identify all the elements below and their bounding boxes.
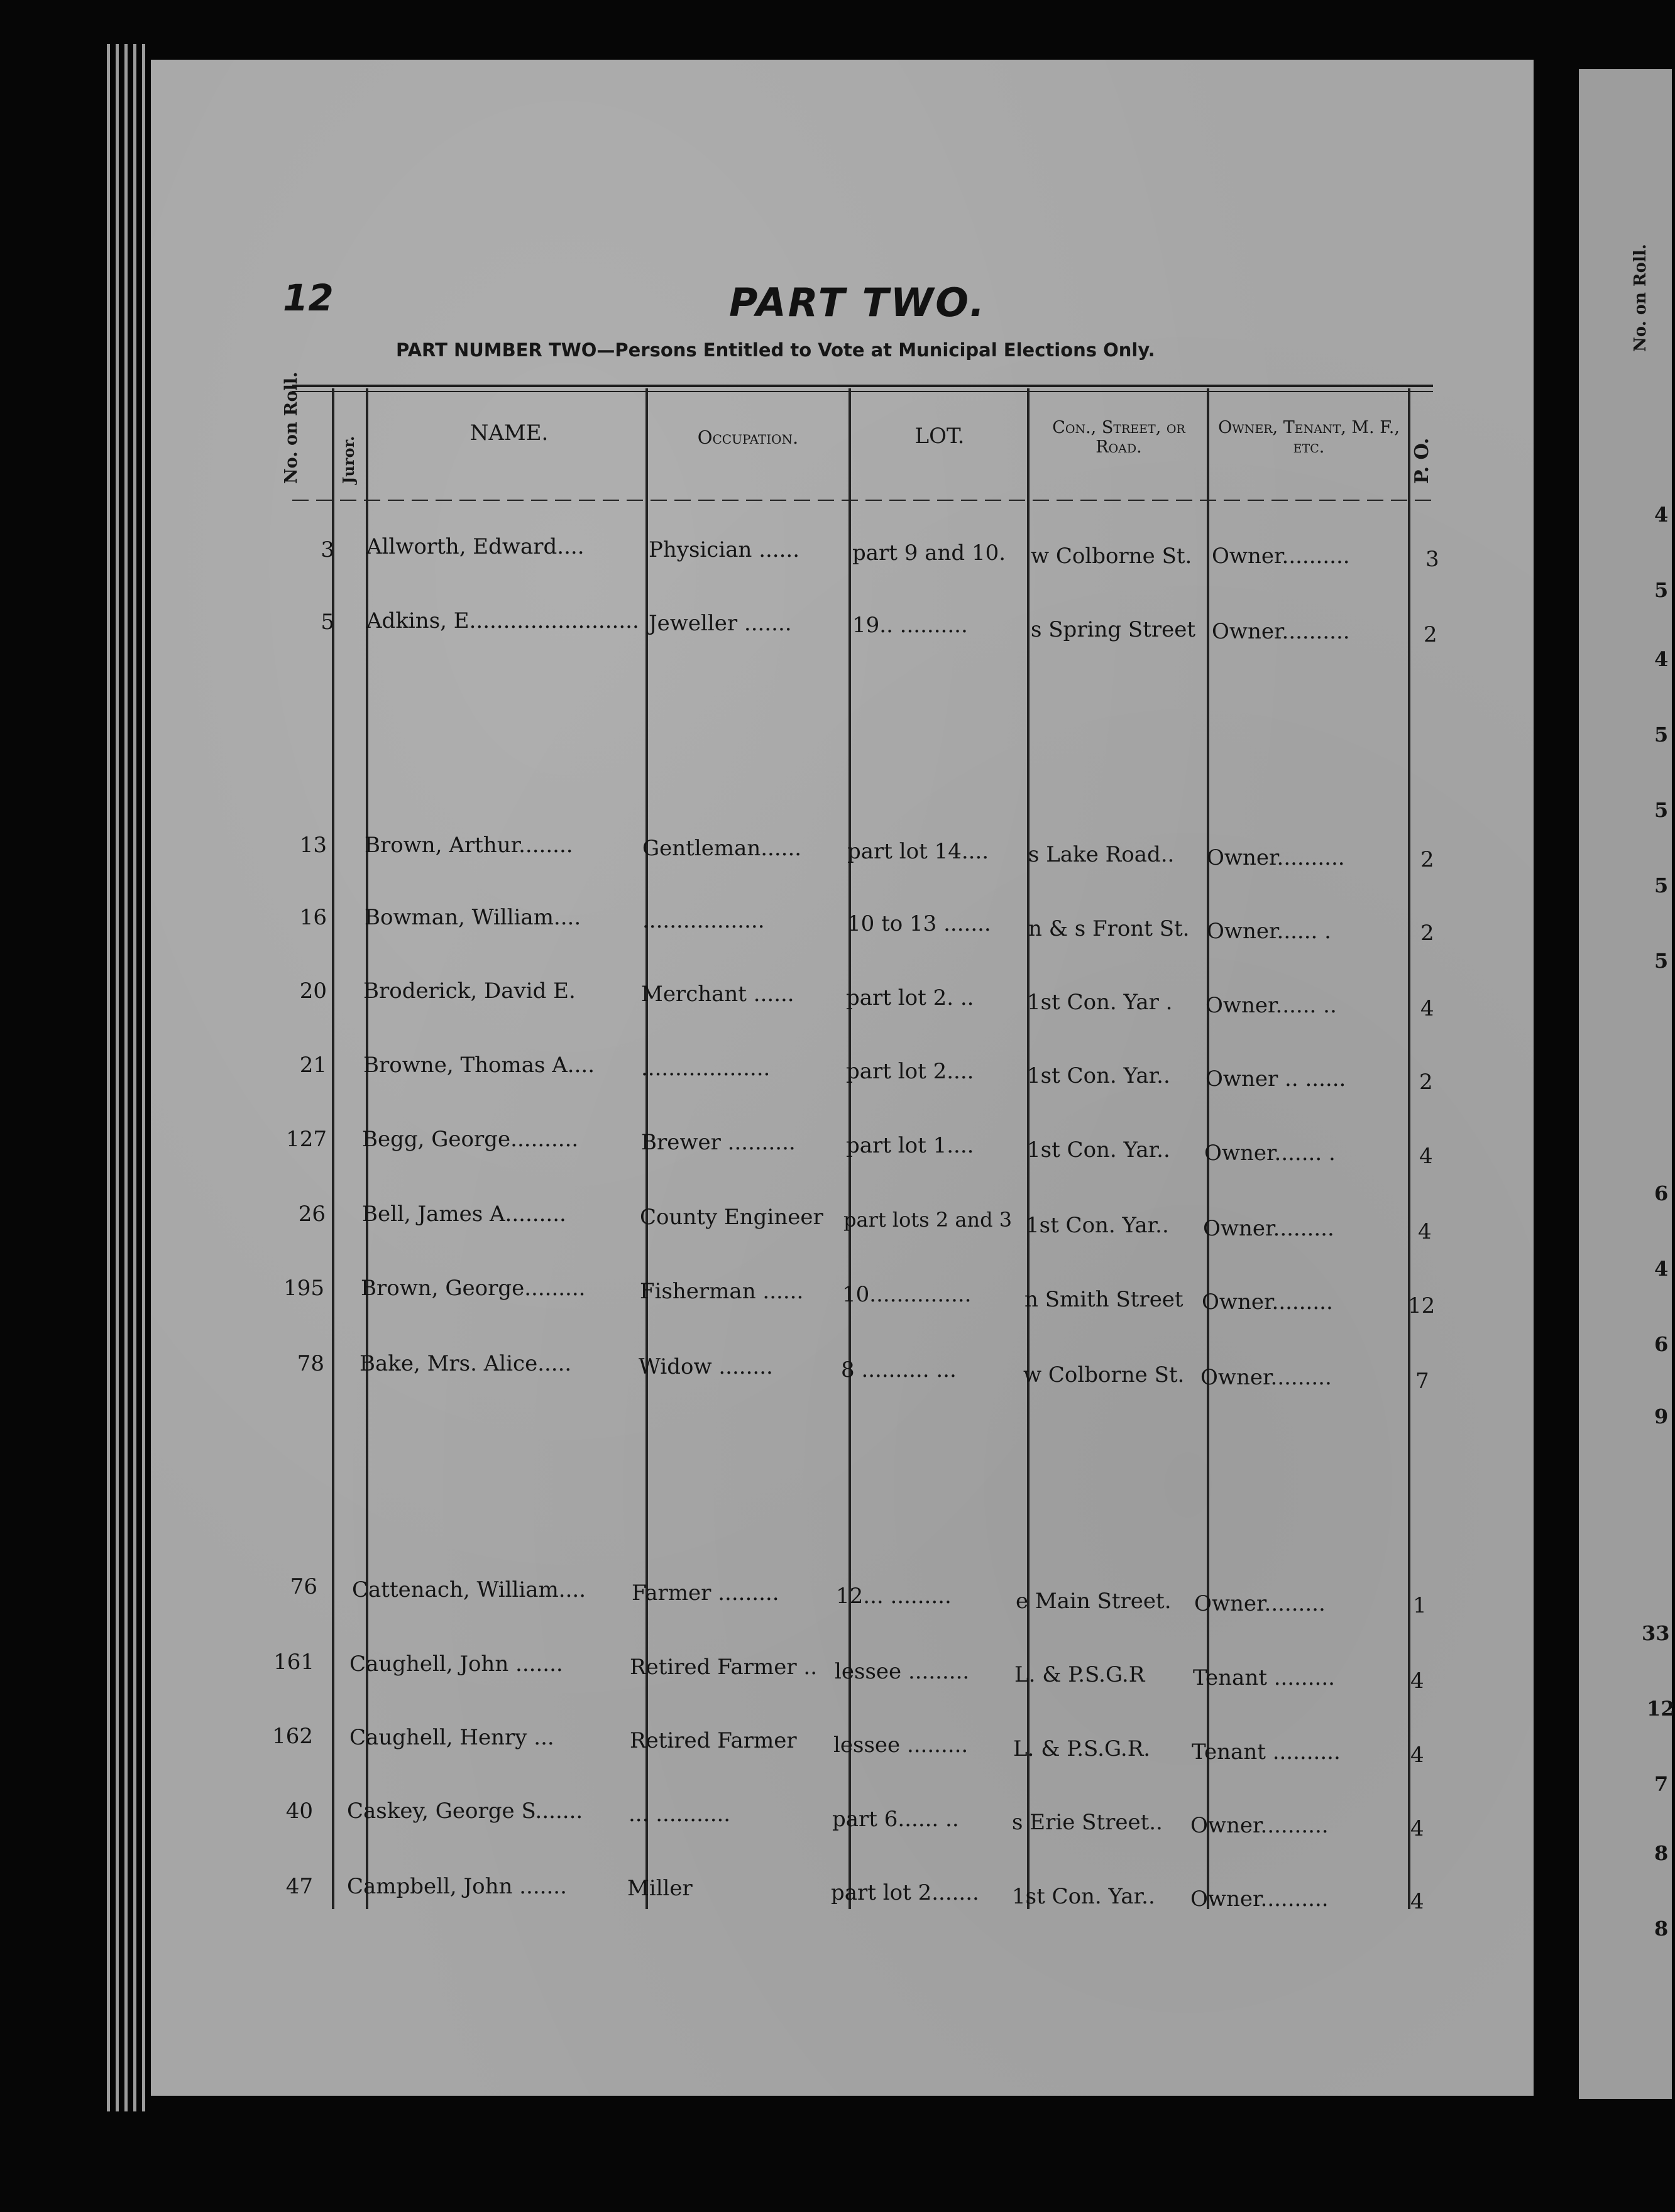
post-office: 4: [1418, 1219, 1432, 1244]
occupation: Retired Farmer ..: [630, 1655, 818, 1680]
post-office: 1: [1413, 1593, 1427, 1618]
roll-number: 40: [285, 1799, 313, 1824]
lot: part 9 and 10.: [852, 540, 1006, 566]
voter-name: Broderick, David E.: [363, 978, 576, 1004]
right-column-header: No. on Roll.: [1631, 244, 1650, 352]
voter-name: Campbell, John .......: [347, 1874, 567, 1899]
roll-number: 16: [299, 905, 327, 930]
owner-tenant: Owner..........: [1212, 619, 1350, 644]
lot: part lot 2....: [846, 1059, 974, 1084]
voter-name: Bake, Mrs. Alice.....: [360, 1351, 572, 1376]
owner-tenant: Owner.........: [1200, 1365, 1332, 1390]
post-office: 4: [1419, 1144, 1433, 1169]
right-roll-number: 6: [1654, 1332, 1669, 1356]
owner-tenant: Owner...... .: [1207, 919, 1331, 944]
right-roll-number: 5: [1654, 578, 1669, 602]
right-roll-number: 5: [1654, 949, 1669, 973]
header-top-rule: [292, 385, 1433, 387]
voter-name: Caughell, Henry ...: [349, 1725, 554, 1750]
header-post-office: P. O.: [1411, 437, 1433, 484]
owner-tenant: Owner...... ..: [1205, 993, 1337, 1018]
roll-number: 195: [283, 1276, 324, 1301]
con-street: L. & P.S.G.R.: [1013, 1736, 1151, 1761]
right-roll-number: 33: [1642, 1621, 1670, 1645]
con-street: n Smith Street: [1024, 1287, 1183, 1312]
owner-tenant: Tenant .........: [1193, 1665, 1335, 1690]
post-office: 4: [1410, 1889, 1424, 1914]
right-roll-number: 5: [1654, 798, 1669, 822]
right-roll-number: 6: [1654, 1181, 1669, 1205]
voter-name: Bowman, William....: [365, 905, 581, 930]
lot: 10...............: [842, 1282, 972, 1307]
post-office: 2: [1420, 847, 1434, 872]
owner-tenant: Owner.........: [1202, 1289, 1333, 1315]
owner-tenant: Owner..........: [1212, 544, 1350, 569]
right-roll-number: 5: [1654, 873, 1669, 897]
page-number: 12: [283, 276, 334, 319]
con-street: w Colborne St.: [1023, 1362, 1185, 1388]
lot: 8 .......... ...: [841, 1357, 957, 1382]
occupation: Miller: [627, 1876, 693, 1901]
occupation: Jeweller .......: [649, 611, 792, 636]
header-bottom-rule: [292, 500, 1433, 501]
post-office: 4: [1420, 996, 1434, 1021]
lot: 19.. ..........: [852, 613, 968, 638]
facing-page: [1579, 69, 1675, 2099]
header-lot: LOT.: [914, 424, 965, 449]
roll-number: 3: [321, 537, 334, 562]
con-street: 1st Con. Yar..: [1027, 1137, 1170, 1163]
page-subtitle: PART NUMBER TWO—Persons Entitled to Vote at Municipal Elections Only.: [396, 339, 1155, 361]
owner-tenant: Owner....... .: [1204, 1141, 1336, 1166]
con-street: 1st Con. Yar..: [1027, 1063, 1170, 1088]
post-office: 4: [1410, 1743, 1424, 1768]
page-title: PART TWO.: [729, 280, 987, 326]
right-roll-number: 5: [1654, 723, 1669, 747]
voter-name: Brown, Arthur........: [365, 833, 573, 858]
con-street: e Main Street.: [1016, 1589, 1172, 1614]
right-roll-number: 4: [1654, 1257, 1669, 1281]
roll-number: 13: [299, 833, 327, 858]
occupation: Fisherman ......: [640, 1279, 804, 1304]
header-name: NAME.: [470, 420, 549, 446]
header-roll-number: No. on Roll.: [282, 371, 301, 484]
lot: lessee .........: [833, 1733, 969, 1758]
voter-name: Cattenach, William....: [352, 1577, 586, 1602]
voter-name: Brown, George.........: [361, 1276, 586, 1301]
header-owner-tenant: Owner, Tenant, M. F., etc.: [1218, 418, 1400, 457]
owner-tenant: Tenant ..........: [1192, 1739, 1341, 1765]
con-street: w Colborne St.: [1031, 544, 1192, 569]
occupation: Farmer .........: [632, 1580, 779, 1606]
page-stack-edges: [107, 44, 157, 2111]
lot: part lot 14....: [847, 839, 989, 864]
occupation: Brewer ..........: [641, 1130, 796, 1155]
right-roll-number: 9: [1654, 1404, 1669, 1428]
occupation: Widow ........: [639, 1354, 773, 1379]
occupation: ... ...........: [629, 1802, 731, 1827]
post-office: 4: [1410, 1816, 1424, 1841]
roll-number: 21: [299, 1053, 327, 1078]
con-street: s Spring Street: [1031, 617, 1196, 642]
con-street: n & s Front St.: [1028, 916, 1190, 941]
occupation: ..................: [642, 908, 765, 933]
post-office: 12: [1408, 1293, 1436, 1318]
voter-name: Caskey, George S.......: [347, 1799, 583, 1824]
owner-tenant: Owner..........: [1190, 1813, 1329, 1838]
occupation: County Engineer: [640, 1205, 823, 1230]
lot: 10 to 13 .......: [847, 911, 991, 936]
post-office: 2: [1424, 622, 1437, 647]
right-roll-number: 7: [1654, 1772, 1669, 1796]
right-roll-number: 8: [1654, 1841, 1669, 1865]
roll-number: 76: [290, 1574, 317, 1599]
occupation: Retired Farmer: [630, 1728, 797, 1753]
lot: part lots 2 and 3: [843, 1208, 1013, 1232]
right-roll-number: 4: [1654, 647, 1669, 671]
roll-number: 78: [297, 1351, 324, 1376]
header-occupation: Occupation.: [697, 427, 799, 448]
con-street: 1st Con. Yar .: [1027, 990, 1173, 1015]
voter-name: Bell, James A.........: [362, 1202, 566, 1227]
roll-number: 161: [273, 1650, 314, 1675]
occupation: Gentleman......: [642, 836, 802, 861]
post-office: 2: [1420, 921, 1434, 946]
header-top-rule-thin: [292, 391, 1433, 392]
con-street: 1st Con. Yar..: [1026, 1213, 1169, 1238]
lot: part lot 2. ..: [846, 985, 974, 1010]
voter-name: Caughell, John .......: [349, 1651, 563, 1677]
occupation: ...................: [641, 1056, 771, 1081]
post-office: 3: [1425, 547, 1439, 572]
roll-number: 26: [298, 1202, 326, 1227]
voter-name: Allworth, Edward....: [366, 534, 585, 559]
roll-number: 5: [321, 610, 334, 635]
owner-tenant: Owner .. ......: [1205, 1066, 1346, 1092]
lot: part lot 2.......: [831, 1880, 979, 1905]
lot: 12... .........: [836, 1584, 952, 1609]
voter-name: Begg, George..........: [362, 1127, 579, 1152]
con-street: s Erie Street..: [1012, 1810, 1163, 1835]
post-office: 7: [1415, 1369, 1429, 1394]
header-juror: Juror.: [339, 435, 358, 484]
occupation: Merchant ......: [641, 982, 794, 1007]
roll-number: 20: [299, 978, 327, 1004]
con-street: L. & P.S.G.R: [1014, 1662, 1145, 1687]
post-office: 2: [1419, 1070, 1433, 1095]
roll-number: 127: [286, 1127, 327, 1152]
right-roll-number: 12: [1647, 1697, 1675, 1721]
owner-tenant: Owner..........: [1207, 845, 1345, 870]
roll-number: 47: [285, 1874, 313, 1899]
post-office: 4: [1410, 1668, 1424, 1694]
voter-name: Adkins, E.........................: [366, 608, 639, 633]
owner-tenant: Owner.........: [1203, 1216, 1334, 1241]
con-street: s Lake Road..: [1028, 842, 1175, 867]
right-roll-number: 4: [1654, 503, 1669, 527]
header-con-street-road: Con., Street, or Road.: [1052, 418, 1185, 457]
owner-tenant: Owner..........: [1190, 1886, 1329, 1912]
lot: lessee .........: [835, 1659, 970, 1684]
lot: part 6...... ..: [832, 1807, 959, 1832]
right-roll-number: 8: [1654, 1917, 1669, 1941]
lot: part lot 1....: [846, 1133, 974, 1158]
owner-tenant: Owner.........: [1194, 1591, 1326, 1616]
voter-name: Browne, Thomas A....: [363, 1053, 595, 1078]
roll-number: 162: [272, 1724, 313, 1749]
con-street: 1st Con. Yar..: [1012, 1884, 1155, 1909]
occupation: Physician ......: [649, 537, 800, 562]
